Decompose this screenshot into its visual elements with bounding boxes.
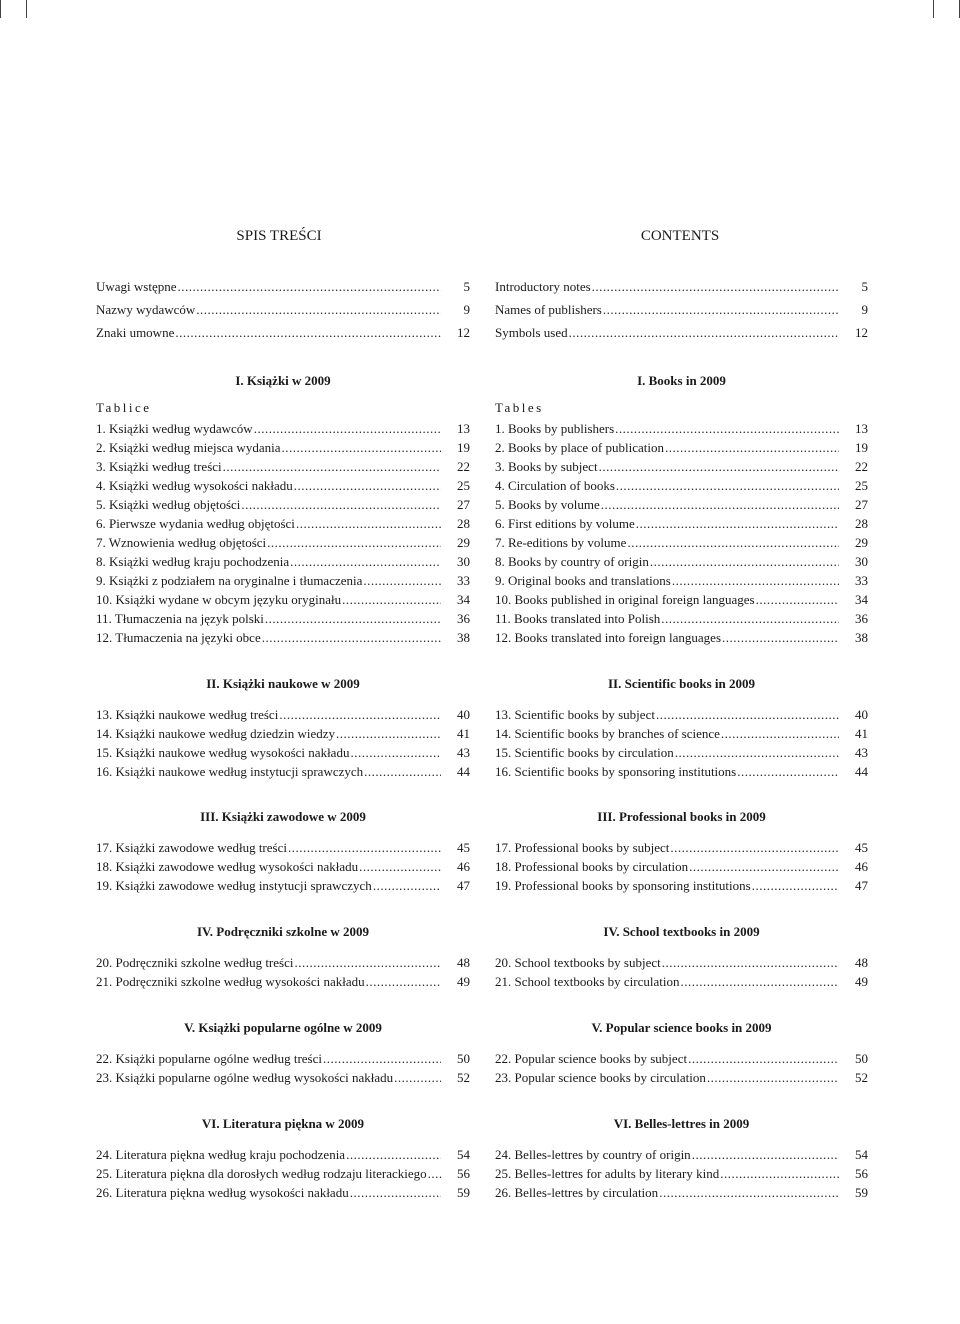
page-number: 34 xyxy=(855,592,868,607)
page-number: 13 xyxy=(855,421,868,436)
page-number: 41 xyxy=(457,726,470,741)
page-number: 12 xyxy=(855,325,868,340)
dot-leader xyxy=(241,495,441,514)
page-number: 40 xyxy=(457,707,470,722)
entry-label: 10. Książki wydane w obcym języku oryginału xyxy=(96,592,342,607)
page-number: 48 xyxy=(457,955,470,970)
contents-heading: CONTENTS xyxy=(640,228,720,244)
section-title: III. Książki zawodowe w 2009 xyxy=(200,809,366,824)
dot-leader xyxy=(627,533,839,552)
dot-leader xyxy=(223,457,441,476)
intro-entry[interactable] xyxy=(495,300,868,319)
entry-label: 15. Scientific books by circulation xyxy=(495,745,674,760)
section-title: V. Popular science books in 2009 xyxy=(591,1020,772,1035)
dot-leader xyxy=(323,1049,441,1068)
page-number: 25 xyxy=(855,478,868,493)
toc-entry[interactable] xyxy=(495,571,868,590)
page-number: 49 xyxy=(457,974,470,989)
entry-label: 26. Belles-lettres by circulation xyxy=(495,1185,659,1200)
entry-label: 1. Książki według wydawców xyxy=(96,421,253,436)
section-title: II. Książki naukowe w 2009 xyxy=(206,676,360,691)
dot-leader xyxy=(373,876,441,895)
toc-entry[interactable] xyxy=(96,419,470,438)
crop-mark-top-right xyxy=(933,0,934,18)
toc-entry[interactable] xyxy=(495,857,868,876)
entry-label: 12. Tłumaczenia na języki obce xyxy=(96,630,261,645)
entry-label: Uwagi wstępne xyxy=(96,279,177,294)
toc-entry[interactable] xyxy=(96,1183,470,1202)
section-title: IV. Podręczniki szkolne w 2009 xyxy=(196,924,369,939)
crop-mark-top-left xyxy=(0,0,1,18)
dot-leader xyxy=(196,300,441,319)
page-number: 19 xyxy=(457,440,470,455)
toc-entry[interactable] xyxy=(96,571,470,590)
page-number: 50 xyxy=(855,1051,868,1066)
toc-entry[interactable] xyxy=(96,705,470,724)
entry-label: 20. Podręczniki szkolne według treści xyxy=(96,955,294,970)
toc-entry[interactable] xyxy=(96,972,470,991)
section-title: I. Books in 2009 xyxy=(637,373,726,388)
dot-leader xyxy=(615,419,839,438)
page-number: 43 xyxy=(457,745,470,760)
toc-entry[interactable] xyxy=(495,552,868,571)
entry-label: Introductory notes xyxy=(495,279,591,294)
dot-leader xyxy=(599,457,839,476)
crop-mark-top-left xyxy=(26,0,27,18)
dot-leader xyxy=(756,590,839,609)
entry-label: 15. Książki naukowe według wysokości nakładu xyxy=(96,745,350,760)
page-number: 56 xyxy=(855,1166,868,1181)
toc-entry[interactable] xyxy=(495,495,868,514)
dot-leader xyxy=(359,857,441,876)
dot-leader xyxy=(178,277,441,296)
entry-label: 6. Pierwsze wydania według objętości xyxy=(96,516,295,531)
toc-entry[interactable] xyxy=(495,972,868,991)
dot-leader xyxy=(294,953,441,972)
page-number: 19 xyxy=(855,440,868,455)
entry-label: 9. Książki z podziałem na oryginalne i tłumaczenia xyxy=(96,573,363,588)
contents-heading: SPIS TREŚCI xyxy=(236,228,322,244)
toc-entry[interactable] xyxy=(96,876,470,895)
entry-label: 24. Belles-lettres by country of origin xyxy=(495,1147,691,1162)
toc-entry[interactable] xyxy=(495,514,868,533)
dot-leader xyxy=(675,743,839,762)
dot-leader xyxy=(737,762,839,781)
entry-label: Names of publishers xyxy=(495,302,602,317)
dot-leader xyxy=(603,300,839,319)
page-number: 28 xyxy=(457,516,470,531)
dot-leader xyxy=(689,857,839,876)
entry-label: 11. Books translated into Polish xyxy=(495,611,661,626)
dot-leader xyxy=(672,571,839,590)
dot-leader xyxy=(569,323,839,342)
page-number: 38 xyxy=(855,630,868,645)
intro-entry[interactable] xyxy=(495,277,868,296)
dot-leader xyxy=(296,514,441,533)
entry-label: 21. School textbooks by circulation xyxy=(495,974,680,989)
page-number: 41 xyxy=(855,726,868,741)
dot-leader xyxy=(254,419,441,438)
entry-label: 21. Podręczniki szkolne według wysokości nakładu xyxy=(96,974,365,989)
page-number: 9 xyxy=(861,302,868,317)
page-number: 45 xyxy=(855,840,868,855)
toc-entry[interactable] xyxy=(495,724,868,743)
page-number: 47 xyxy=(855,878,868,893)
toc-entry[interactable] xyxy=(495,476,868,495)
entry-label: 12. Books translated into foreign languages xyxy=(495,630,722,645)
section-title: VI. Literatura piękna w 2009 xyxy=(201,1116,365,1131)
toc-entry[interactable] xyxy=(96,762,470,781)
page-number: 52 xyxy=(855,1070,868,1085)
dot-leader xyxy=(720,1164,839,1183)
dot-leader xyxy=(592,277,839,296)
toc-entry[interactable] xyxy=(96,1049,470,1068)
entry-label: 10. Books published in original foreign languages xyxy=(495,592,755,607)
toc-entry[interactable] xyxy=(96,628,470,647)
page-number: 46 xyxy=(457,859,470,874)
entry-label: 20. School textbooks by subject xyxy=(495,955,661,970)
dot-leader xyxy=(288,838,441,857)
page-number: 33 xyxy=(855,573,868,588)
toc-entry[interactable] xyxy=(495,1164,868,1183)
dot-leader xyxy=(290,552,441,571)
toc-entry[interactable] xyxy=(96,1068,470,1087)
entry-label: 5. Książki według objętości xyxy=(96,497,241,512)
dot-leader xyxy=(262,628,441,647)
entry-label: 18. Professional books by circulation xyxy=(495,859,689,874)
entry-label: 25. Belles-lettres for adults by literary kind xyxy=(495,1166,720,1181)
toc-entry[interactable] xyxy=(495,762,868,781)
page-number: 27 xyxy=(457,497,470,512)
toc-entry[interactable] xyxy=(96,533,470,552)
section-title: III. Professional books in 2009 xyxy=(597,809,766,824)
entry-label: 9. Original books and translations xyxy=(495,573,671,588)
page-number: 38 xyxy=(457,630,470,645)
page-number: 59 xyxy=(855,1185,868,1200)
entry-label: Symbols used xyxy=(495,325,568,340)
toc-entry[interactable] xyxy=(495,953,868,972)
toc-entry[interactable] xyxy=(96,438,470,457)
entry-label: 19. Professional books by sponsoring institutions xyxy=(495,878,751,893)
entry-label: 2. Książki według miejsca wydania xyxy=(96,440,281,455)
section-title: VI. Belles-lettres in 2009 xyxy=(613,1116,750,1131)
dot-leader xyxy=(670,838,839,857)
entry-label: 6. First editions by volume xyxy=(495,516,635,531)
page-number: 33 xyxy=(457,573,470,588)
toc-entry[interactable] xyxy=(495,438,868,457)
page-number: 13 xyxy=(457,421,470,436)
page-number: 22 xyxy=(457,459,470,474)
intro-entry[interactable] xyxy=(96,277,470,296)
toc-entry[interactable] xyxy=(96,1145,470,1164)
toc-entry[interactable] xyxy=(495,743,868,762)
dot-leader xyxy=(661,609,839,628)
dot-leader xyxy=(342,590,441,609)
section-title: II. Scientific books in 2009 xyxy=(608,676,755,691)
entry-label: 17. Książki zawodowe według treści xyxy=(96,840,287,855)
entry-label: 25. Literatura piękna dla dorosłych według rodzaju literackiego xyxy=(96,1166,427,1181)
page-number: 54 xyxy=(855,1147,868,1162)
entry-label: 14. Scientific books by branches of science xyxy=(495,726,720,741)
entry-label: 7. Wznowienia według objętości xyxy=(96,535,267,550)
toc-entry[interactable] xyxy=(96,743,470,762)
entry-label: 22. Książki popularne ogólne według treści xyxy=(96,1051,322,1066)
toc-entry[interactable] xyxy=(96,457,470,476)
page-number: 36 xyxy=(855,611,868,626)
toc-entry[interactable] xyxy=(96,953,470,972)
page-number: 5 xyxy=(463,279,470,294)
dot-leader xyxy=(722,628,839,647)
page-number: 30 xyxy=(457,554,470,569)
page-number: 54 xyxy=(457,1147,470,1162)
dot-leader xyxy=(350,1183,441,1202)
dot-leader xyxy=(366,972,441,991)
toc-entry[interactable] xyxy=(495,457,868,476)
toc-entry[interactable] xyxy=(495,1049,868,1068)
section-title: I. Książki w 2009 xyxy=(235,373,331,388)
page-number: 28 xyxy=(855,516,868,531)
entry-label: 4. Książki według wysokości nakładu xyxy=(96,478,293,493)
toc-entry[interactable] xyxy=(96,476,470,495)
page-number: 29 xyxy=(457,535,470,550)
entry-label: 3. Books by subject xyxy=(495,459,598,474)
dot-leader xyxy=(662,953,839,972)
dot-leader xyxy=(692,1145,839,1164)
toc-entry[interactable] xyxy=(495,705,868,724)
entry-label: 13. Scientific books by subject xyxy=(495,707,655,722)
page-number: 5 xyxy=(861,279,868,294)
page-number: 27 xyxy=(855,497,868,512)
page-number: 47 xyxy=(457,878,470,893)
toc-entry[interactable] xyxy=(96,838,470,857)
entry-label: 2. Books by place of publication xyxy=(495,440,664,455)
entry-label: 4. Circulation of books xyxy=(495,478,615,493)
dot-leader xyxy=(681,972,839,991)
page-number: 45 xyxy=(457,840,470,855)
dot-leader xyxy=(650,552,839,571)
entry-label: 3. Książki według treści xyxy=(96,459,222,474)
toc-entry[interactable] xyxy=(495,1068,868,1087)
entry-label: 19. Książki zawodowe według instytucji sprawczych xyxy=(96,878,372,893)
toc-entry[interactable] xyxy=(495,609,868,628)
entry-label: 17. Professional books by subject xyxy=(495,840,670,855)
toc-entry[interactable] xyxy=(495,628,868,647)
toc-entry[interactable] xyxy=(495,590,868,609)
dot-leader xyxy=(688,1049,839,1068)
page-number: 9 xyxy=(463,302,470,317)
entry-label: 14. Książki naukowe według dziedzin wiedzy xyxy=(96,726,335,741)
page-number: 36 xyxy=(457,611,470,626)
entry-label: 22. Popular science books by subject xyxy=(495,1051,688,1066)
dot-leader xyxy=(707,1068,839,1087)
dot-leader xyxy=(364,762,441,781)
toc-entry[interactable] xyxy=(96,609,470,628)
dot-leader xyxy=(665,438,839,457)
entry-label: 23. Popular science books by circulation xyxy=(495,1070,706,1085)
intro-entry[interactable] xyxy=(495,323,868,342)
dot-leader xyxy=(394,1068,441,1087)
tables-label: Tables xyxy=(495,400,544,415)
entry-label: 13. Książki naukowe według treści xyxy=(96,707,279,722)
toc-entry[interactable] xyxy=(96,552,470,571)
dot-leader xyxy=(281,438,441,457)
section-title: V. Książki popularne ogólne w 2009 xyxy=(184,1020,382,1035)
page-number: 34 xyxy=(457,592,470,607)
page-number: 50 xyxy=(457,1051,470,1066)
intro-entry[interactable] xyxy=(96,300,470,319)
page-number: 52 xyxy=(457,1070,470,1085)
entry-label: Znaki umowne xyxy=(96,325,175,340)
dot-leader xyxy=(616,476,839,495)
dot-leader xyxy=(350,743,441,762)
toc-entry[interactable] xyxy=(495,419,868,438)
dot-leader xyxy=(346,1145,441,1164)
entry-label: 16. Scientific books by sponsoring institutions xyxy=(495,764,737,779)
dot-leader xyxy=(265,609,441,628)
dot-leader xyxy=(752,876,839,895)
entry-label: 8. Książki według kraju pochodzenia xyxy=(96,554,290,569)
dot-leader xyxy=(279,705,441,724)
page-number: 22 xyxy=(855,459,868,474)
dot-leader xyxy=(636,514,839,533)
toc-entry[interactable] xyxy=(495,876,868,895)
dot-leader xyxy=(336,724,441,743)
toc-entry[interactable] xyxy=(495,1145,868,1164)
toc-entry[interactable] xyxy=(96,1164,470,1183)
toc-entry[interactable] xyxy=(495,1183,868,1202)
page-number: 56 xyxy=(457,1166,470,1181)
toc-entry[interactable] xyxy=(96,514,470,533)
toc-entry[interactable] xyxy=(96,590,470,609)
entry-label: 23. Książki popularne ogólne według wysokości nakładu xyxy=(96,1070,394,1085)
page-number: 30 xyxy=(855,554,868,569)
toc-entry[interactable] xyxy=(495,533,868,552)
toc-entry[interactable] xyxy=(96,857,470,876)
entry-label: 8. Books by country of origin xyxy=(495,554,649,569)
entry-label: 26. Literatura piękna według wysokości nakładu xyxy=(96,1185,349,1200)
entry-label: 16. Książki naukowe według instytucji sprawczych xyxy=(96,764,364,779)
entry-label: 18. Książki zawodowe według wysokości nakładu xyxy=(96,859,359,874)
toc-entry[interactable] xyxy=(96,724,470,743)
dot-leader xyxy=(294,476,441,495)
dot-leader xyxy=(659,1183,839,1202)
entry-label: 7. Re-editions by volume xyxy=(495,535,627,550)
page-number: 49 xyxy=(855,974,868,989)
dot-leader xyxy=(721,724,839,743)
intro-entry[interactable] xyxy=(96,323,470,342)
page-number: 29 xyxy=(855,535,868,550)
toc-entry[interactable] xyxy=(96,495,470,514)
dot-leader xyxy=(363,571,441,590)
dot-leader xyxy=(601,495,839,514)
entry-label: 24. Literatura piękna według kraju pochodzenia xyxy=(96,1147,346,1162)
entry-label: 1. Books by publishers xyxy=(495,421,615,436)
entry-label: 5. Books by volume xyxy=(495,497,600,512)
toc-entry[interactable] xyxy=(495,838,868,857)
entry-label: 11. Tłumaczenia na język polski xyxy=(96,611,264,626)
dot-leader xyxy=(175,323,441,342)
page-number: 59 xyxy=(457,1185,470,1200)
page-number: 44 xyxy=(457,764,470,779)
page-number: 48 xyxy=(855,955,868,970)
page-number: 44 xyxy=(855,764,868,779)
page-number: 25 xyxy=(457,478,470,493)
section-title: IV. School textbooks in 2009 xyxy=(603,924,760,939)
page-number: 12 xyxy=(457,325,470,340)
dot-leader xyxy=(428,1164,441,1183)
dot-leader xyxy=(267,533,441,552)
dot-leader xyxy=(656,705,839,724)
page-number: 43 xyxy=(855,745,868,760)
page-number: 40 xyxy=(855,707,868,722)
entry-label: Nazwy wydawców xyxy=(96,302,196,317)
tables-label: Tablice xyxy=(96,400,152,415)
page-number: 46 xyxy=(855,859,868,874)
